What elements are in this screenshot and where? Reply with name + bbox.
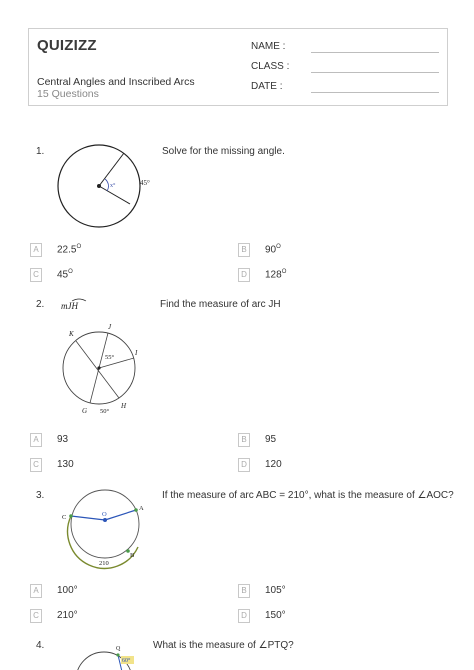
angle-45-label: 45°	[140, 179, 150, 187]
point-h: H	[121, 402, 127, 410]
quizizz-logo: QUIZIZZ	[37, 37, 97, 54]
question-4-figure	[70, 640, 150, 670]
point-q-label: Q	[116, 646, 121, 652]
point-c-label: C	[62, 514, 67, 521]
question-1-number: 1.	[36, 146, 45, 157]
name-label: NAME :	[251, 41, 286, 52]
angle-50-label: 50°	[100, 408, 110, 415]
name-field[interactable]	[251, 41, 285, 52]
class-label: CLASS :	[251, 61, 290, 72]
point-j: J	[108, 323, 112, 331]
date-line[interactable]	[311, 92, 439, 93]
option-letter: C	[30, 268, 42, 282]
option-value: 95	[265, 434, 277, 445]
option-letter: A	[30, 243, 42, 257]
arc-label: mJH	[61, 301, 78, 311]
option-letter: D	[238, 268, 250, 282]
question-4-number: 4.	[36, 640, 45, 651]
class-field[interactable]	[251, 61, 289, 72]
question-1-figure	[50, 142, 170, 232]
question-2-text: Find the measure of arc JH	[160, 299, 281, 310]
question-3-figure	[58, 484, 154, 572]
center-point	[97, 366, 100, 369]
option-letter: B	[238, 584, 250, 598]
point-o-label: O	[102, 511, 107, 518]
option-value: 120	[265, 459, 282, 470]
point-o-dot	[103, 518, 107, 522]
option-letter: A	[30, 584, 42, 598]
point-k: K	[69, 330, 74, 338]
radius-1	[99, 153, 124, 186]
class-line[interactable]	[311, 72, 439, 73]
point-c-dot	[69, 514, 73, 518]
option-letter: A	[30, 433, 42, 447]
worksheet-header	[28, 28, 448, 106]
option-value: $128^O$	[265, 269, 287, 281]
option-value: $45^O$	[57, 269, 73, 281]
option-value: $90^O$	[265, 244, 281, 256]
option-letter: B	[238, 433, 250, 447]
option-letter: C	[30, 609, 42, 623]
option-value: 105°	[265, 585, 286, 596]
option-letter: D	[238, 609, 250, 623]
question-1-text: Solve for the missing angle.	[162, 146, 285, 157]
point-b-label: B	[130, 552, 135, 559]
angle-55-label: 55°	[105, 354, 115, 361]
angle-arc	[105, 179, 108, 191]
question-count: 15 Questions	[37, 88, 99, 100]
question-2-number: 2.	[36, 299, 45, 310]
option-value: 150°	[265, 610, 286, 621]
option-value: 210°	[57, 610, 78, 621]
option-letter: D	[238, 458, 250, 472]
arc-value-label: 210	[99, 560, 109, 567]
option-value: $22.5^O$	[57, 244, 82, 256]
date-field[interactable]	[251, 81, 282, 92]
option-value: 100°	[57, 585, 78, 596]
option-letter: B	[238, 243, 250, 257]
angle-x-label: x°	[110, 183, 116, 189]
segment-oc	[71, 516, 105, 520]
date-label: DATE :	[251, 81, 283, 92]
angle-60-label: 60°	[122, 658, 131, 664]
option-value: 130	[57, 459, 74, 470]
point-g: G	[82, 407, 88, 415]
option-letter: C	[30, 458, 42, 472]
question-2-figure	[55, 296, 155, 418]
worksheet-title: Central Angles and Inscribed Arcs	[37, 76, 195, 88]
circle	[71, 490, 139, 558]
point-a-dot	[134, 508, 138, 512]
chord-k-h	[76, 341, 119, 398]
center-point	[97, 184, 101, 188]
question-3-text: If the measure of arc ABC = 210°, what is the measure of ∠AOC?	[162, 490, 454, 501]
question-3-number: 3.	[36, 490, 45, 501]
point-q-dot	[116, 653, 119, 656]
point-i: I	[135, 349, 138, 357]
name-line[interactable]	[311, 52, 439, 53]
question-4-text: What is the measure of ∠PTQ?	[153, 640, 294, 651]
segment-oa	[105, 510, 136, 520]
option-value: 93	[57, 434, 69, 445]
point-a-label: A	[139, 505, 144, 512]
